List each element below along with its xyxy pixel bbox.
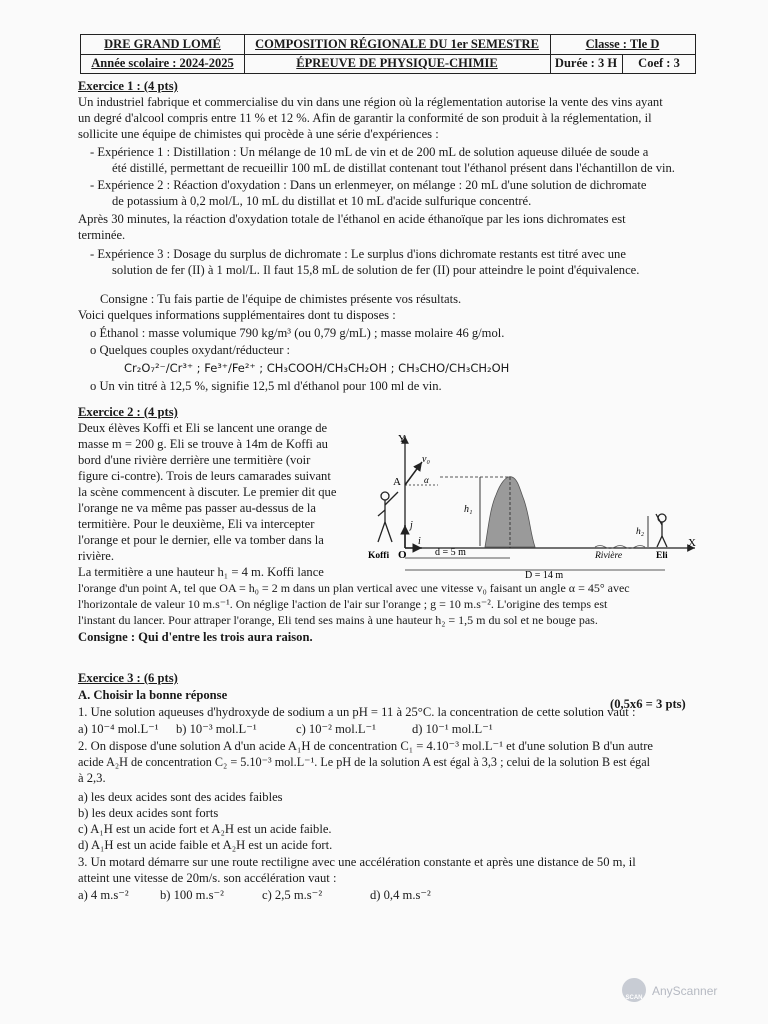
header-col-center [244,35,551,73]
ex2-line: l'horizontale de valeur 10 m.s⁻¹. On néglige l'action de l'air sur l'orange ; g = 10 m.s⁻². L'origine des temps est [78,597,608,611]
ex2-line: rivière. [78,549,115,563]
ex1-line: terminée. [78,228,126,242]
ex2-line: termitière. Pour le deuxième, Eli va intercepter [78,517,315,531]
q2-option-c: c) A₁H est un acide fort et A₂H est un acide faible. [78,822,332,836]
q2-option-d: d) A₁H est un acide faible et A₂H est un acide fort. [78,838,333,852]
header-duree: Durée : 3 H [554,56,618,70]
ex1-exp3-cont: solution de fer (II) à 1 mol/L. Il faut 15,8 mL de solution de fer (II) pour atteindre le point d'équivalence. [112,263,640,277]
q3-option-d: d) 0,4 m.s⁻² [370,888,431,902]
header-table [80,34,696,74]
header-org: DRE GRAND LOMÉ [81,35,244,55]
ex1-exp1: - Expérience 1 : Distillation : Un mélange de 10 mL de vin et de 200 mL de solution aqueuse diluée de soude a [90,145,649,159]
ex2-line: Deux élèves Koffi et Eli se lancent une orange de [78,421,328,435]
x-axis-label: X [688,537,696,549]
ex3-question: 2. On dispose d'une solution A d'un acide A₁H de concentration C₁ = 4.10⁻³ mol.L⁻¹ et d'une solution B d'un autre [78,739,654,753]
ex1-exp2-cont: de potassium à 0,2 mol/L, 10 mL du distillat et 10 mL d'acide sulfurique concentré. [112,194,532,208]
ex3-question: 3. Un motard démarre sur une route rectiligne avec une accélération constante et après une distance de 50 m, il [78,855,636,869]
header-col-right [550,35,695,73]
header-year: Année scolaire : 2024-2025 [91,56,234,70]
anyscanner-watermark [620,974,755,1006]
d-label: d = 5 m [435,547,466,558]
trajectory-figure [360,430,700,580]
ex2-line: l'orange d'un point A, tel que OA = h₀ = 2 m dans un plan vertical avec une vitesse v₀ faisant un angle α = 45° avec [78,581,630,595]
i-label: i [418,536,421,547]
ex1-title: Exercice 1 : (4 pts) [78,79,178,93]
ex1-info-item: o Quelques couples oxydant/réducteur : [90,343,291,357]
q1-option-c: c) 10⁻² mol.L⁻¹ [296,722,376,736]
point-a-label: A [393,476,401,488]
ex2-line: la scène commencent à discuter. Le premier dit que [78,485,337,499]
q1-option-b: b) 10⁻³ mol.L⁻¹ [176,722,257,736]
header-classe: Classe : Tle D [550,35,695,55]
ex3-question: atteint une vitesse de 20m/s. son accélération vaut : [78,871,337,885]
ex3-question: 1. Une solution aqueuses d'hydroxyde de sodium a un pH = 11 à 25°C. la concentration de cette solution vaut : [78,705,636,719]
header-col-left [81,35,245,73]
eli-label: Eli [656,551,668,561]
alpha-label: α [424,475,429,485]
scanner-brand: AnyScanner [652,984,718,998]
q1-option-d: d) 10⁻¹ mol.L⁻¹ [412,722,493,736]
y-axis-label: Y [398,433,406,445]
ex2-title: Exercice 2 : (4 pts) [78,405,178,419]
ex2-line: bord d'une rivière derrière une termitière (voir [78,453,311,467]
ex1-consigne: Consigne : Tu fais partie de l'équipe de chimistes présente vos résultats. [100,292,462,306]
q3-option-c: c) 2,5 m.s⁻² [262,888,323,902]
ex1-exp2: - Expérience 2 : Réaction d'oxydation : Dans un erlenmeyer, on mélange : 20 mL d'une solution de dichromate [90,178,647,192]
ex1-exp1-cont: été distillé, permettant de recueillir 100 mL de distillat contenant tout l'éthanol présent dans l'échantillon de vin. [112,161,675,175]
ex1-info-item: o Un vin titré à 12,5 %, signifie 12,5 ml d'éthanol pour 100 ml de vin. [90,379,442,393]
ex2-line: figure ci-contre). Trois de leurs camarades suivant [78,469,331,483]
ex1-line: Un industriel fabrique et commercialise du vin dans une région où la réglementation autorise la vente des vins ayant [78,95,663,109]
j-label: j [410,520,413,531]
v0-vector [405,462,422,485]
ex3-title: Exercice 3 : (6 pts) [78,671,178,685]
ex3-part-a: A. Choisir la bonne réponse [78,688,228,702]
ex3-points: (0,5x6 = 3 pts) [610,697,686,711]
q3-option-b: b) 100 m.s⁻² [160,888,224,902]
origin-label: O [398,549,407,561]
header-title2: ÉPREUVE DE PHYSIQUE-CHIMIE [296,56,498,70]
ex1-info-item: o Éthanol : masse volumique 790 kg/m³ (ou 0,79 g/mL) ; masse molaire 46 g/mol. [90,326,505,340]
q3-option-a: a) 4 m.s⁻² [78,888,129,902]
ex2-line: l'orange et pour le dernier, elle va tomber dans la [78,533,324,547]
h1-label: h₁ [464,504,473,515]
ex2-line: l'orange ne va même pas passer au-dessus de la [78,501,316,515]
koffi-figure [378,492,398,542]
ex1-exp3: - Expérience 3 : Dosage du surplus de dichromate : Le surplus d'ions dichromate restants est titré avec une [90,247,626,261]
ex2-line: masse m = 200 g. Eli se trouve à 14m de Koffi au [78,437,328,451]
eli-figure [656,514,667,547]
q2-option-b: b) les deux acides sont forts [78,806,219,820]
ex1-couples: Cr₂O₇²⁻/Cr³⁺ ; Fe³⁺/Fe²⁺ ; CH₃COOH/CH₃CH₂OH ; CH₃CHO/CH₃CH₂OH [124,361,510,375]
q2-option-a: a) les deux acides sont des acides faibles [78,790,283,804]
ex1-line: Après 30 minutes, la réaction d'oxydation totale de l'éthanol en acide éthanoïque par les ions dichromates est [78,212,626,226]
river-label: Rivière [595,551,623,561]
ex1-info: Voici quelques informations supplémentaires dont tu disposes : [78,308,396,322]
q1-option-a: a) 10⁻⁴ mol.L⁻¹ [78,722,159,736]
ex2-line: La termitière a une hauteur h₁ = 4 m. Koffi lance [78,565,324,579]
ex2-line: l'instant du lancer. Pour attraper l'orange, Eli tend ses mains à une hauteur h₂ = 1,5 m du sol et ne bouge pas. [78,613,598,627]
h2-label: h₂ [636,527,645,537]
ex1-line: un degré d'alcool compris entre 11 % et 12 %. Afin de garantir la conformité de son produit à la réglementation, il [78,111,652,125]
ex3-question: à 2,3. [78,771,106,785]
header-coef: Coef : 3 [638,56,680,70]
ex2-consigne: Consigne : Qui d'entre les trois aura raison. [78,630,313,644]
ex1-line: sollicite une équipe de chimistes qui procède à une série d'expériences : [78,127,439,141]
koffi-label: Koffi [368,551,390,561]
v0-label: v₀ [422,454,430,465]
header-title1: COMPOSITION RÉGIONALE DU 1er SEMESTRE [244,35,550,55]
D-label: D = 14 m [525,570,564,580]
ex3-question: acide A₂H de concentration C₂ = 5.10⁻³ mol.L⁻¹. Le pH de la solution A est égal à 3,3 ; celui de la solution B est égal [78,755,651,769]
scan-icon-label: SCAN [625,995,643,1001]
